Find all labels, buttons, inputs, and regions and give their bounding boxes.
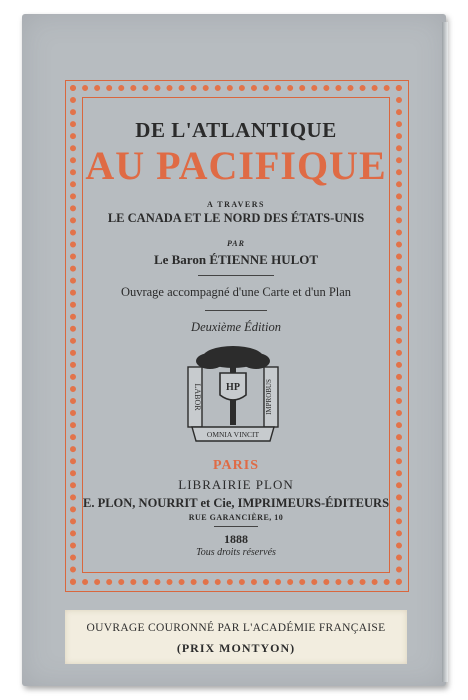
author-name: Le Baron ÉTIENNE HULOT bbox=[153, 252, 319, 267]
emblem-monogram: HP bbox=[226, 382, 240, 393]
emblem-right-word: IMPROBUS bbox=[265, 379, 273, 415]
divider-rule bbox=[214, 526, 258, 527]
title-line-2: AU PACIFIQUE bbox=[85, 143, 387, 188]
emblem-bottom-word: OMNIA VINCIT bbox=[206, 430, 260, 439]
year: 1888 bbox=[224, 532, 248, 546]
edition: Deuxième Édition bbox=[191, 320, 281, 334]
divider-rule bbox=[205, 310, 267, 311]
title-line-1: DE L'ATLANTIQUE bbox=[135, 118, 337, 142]
author-by: PAR bbox=[227, 239, 245, 248]
printers: E. PLON, NOURRIT et Cie, IMPRIMEURS-ÉDITEURS bbox=[82, 496, 390, 510]
award-label-line-2: (PRIX MONTYON) bbox=[176, 641, 296, 655]
contents-note: Ouvrage accompagné d'une Carte et d'un Plan bbox=[120, 285, 352, 299]
book-page-edge bbox=[442, 22, 448, 682]
street-address: RUE GARANCIÈRE, 10 bbox=[188, 513, 284, 522]
award-label bbox=[65, 610, 407, 664]
publisher: LIBRAIRIE PLON bbox=[178, 477, 294, 492]
divider-rule bbox=[198, 275, 274, 276]
award-label-line-1: OUVRAGE COURONNÉ PAR L'ACADÉMIE FRANÇAISE bbox=[86, 622, 386, 634]
publisher-emblem-icon bbox=[180, 343, 286, 447]
subtitle-preposition: A TRAVERS bbox=[207, 200, 265, 209]
city: PARIS bbox=[213, 458, 259, 473]
subtitle: LE CANADA ET LE NORD DES ÉTATS-UNIS bbox=[107, 211, 365, 225]
rights-notice: Tous droits réservés bbox=[196, 547, 276, 558]
emblem-left-word: LABOR bbox=[193, 383, 202, 411]
